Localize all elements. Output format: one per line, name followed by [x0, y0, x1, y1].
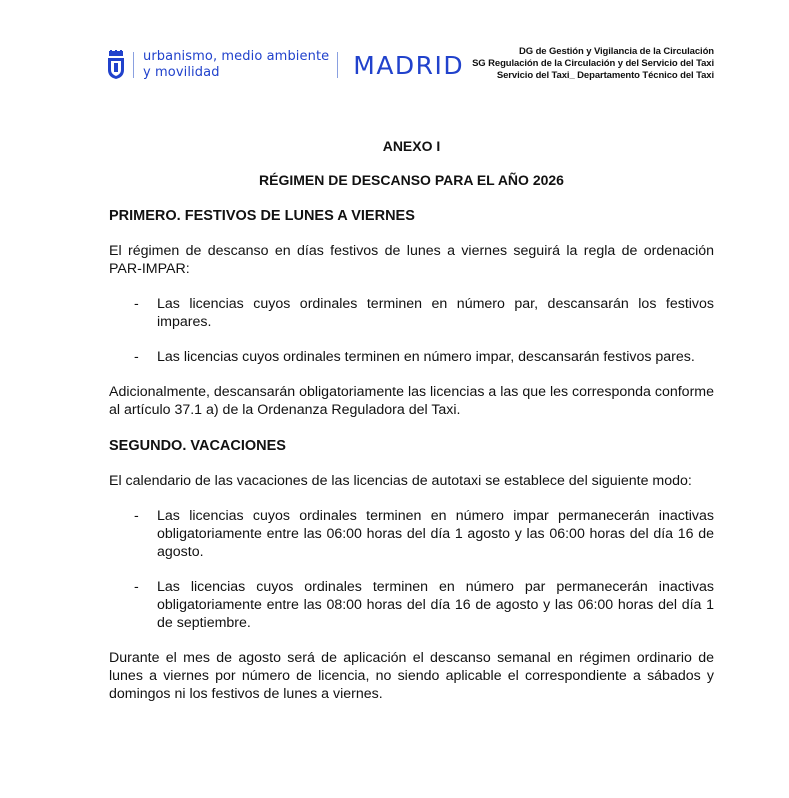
document-body	[109, 137, 714, 703]
annex-title: ANEXO I	[382, 138, 441, 154]
list-item-text: Las licencias cuyos ordinales terminen en número impar, descansarán festivos pares.	[157, 349, 695, 365]
section-intro: El régimen de descanso en días festivos de lunes a viernes seguirá la regla de ordenación PAR-IMPAR:	[109, 243, 714, 277]
bullet-marker: -	[134, 508, 139, 524]
list-item-text: Las licencias cuyos ordinales terminen en número impar permanecerán inactivas obligatoriamente entre las 06:00 horas del día 1 agosto y las 06:00 horas del día 16 de agosto.	[157, 508, 714, 560]
department-info	[472, 46, 714, 82]
madrid-logo	[107, 45, 464, 85]
section-primero	[109, 207, 714, 419]
bullet-marker: -	[134, 349, 139, 365]
logo-divider	[133, 52, 134, 78]
section-title: SEGUNDO. VACACIONES	[109, 438, 286, 454]
bullet-marker: -	[134, 579, 139, 595]
list-item	[109, 507, 714, 561]
city-wordmark: MADRID	[353, 50, 465, 80]
logo-divider	[337, 52, 338, 78]
section-closing: Adicionalmente, descansarán obligatoriamente las licencias a las que les corresponda conforme al artículo 37.1 a) de la Ordenanza Reguladora del Taxi.	[109, 384, 714, 418]
coat-of-arms-icon	[107, 50, 125, 80]
department-name	[143, 49, 329, 81]
list-item	[109, 295, 714, 331]
list-item-text: Las licencias cuyos ordinales terminen en número par permanecerán inactivas obligatoriamente entre las 08:00 horas del día 16 de agosto y las 06:00 horas del día 1 de septiembre.	[157, 579, 714, 631]
list-item	[109, 578, 714, 632]
main-title: RÉGIMEN DE DESCANSO PARA EL AÑO 2026	[259, 172, 564, 188]
list-item	[109, 348, 714, 366]
section-intro: El calendario de las vacaciones de las licencias de autotaxi se establece del siguiente modo:	[109, 473, 692, 489]
service-line: Servicio del Taxi_ Departamento Técnico del Taxi	[496, 70, 714, 81]
subdirectorate-line: SG Regulación de la Circulación y del Servicio del Taxi	[472, 58, 714, 69]
section-segundo	[109, 437, 714, 703]
directorate-line: DG de Gestión y Vigilancia de la Circulación	[519, 46, 714, 57]
page-header	[0, 0, 789, 100]
section-title: PRIMERO. FESTIVOS DE LUNES A VIERNES	[109, 208, 415, 224]
list-item-text: Las licencias cuyos ordinales terminen en número par, descansarán los festivos impares.	[157, 296, 714, 330]
section-closing: Durante el mes de agosto será de aplicación el descanso semanal en régimen ordinario de lunes a viernes por número de licencia, no siendo aplicable el correspondiente a sábados y domingos ni los festivos de lunes a viernes.	[109, 650, 714, 702]
bullet-marker: -	[134, 296, 139, 312]
department-name-line1: urbanismo, medio ambiente	[143, 49, 330, 64]
department-name-line2: y movilidad	[143, 65, 220, 80]
